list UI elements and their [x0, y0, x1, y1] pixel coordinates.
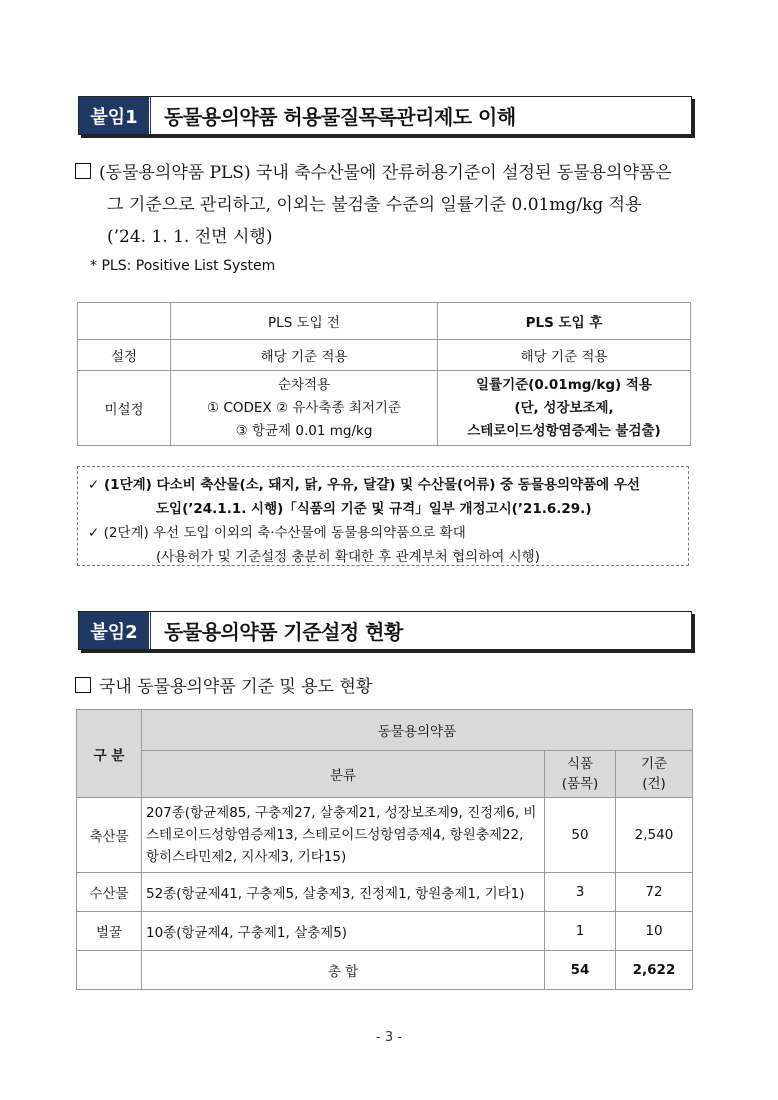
- h-food-line-1: 식품: [566, 756, 594, 772]
- table-total-row: [77, 951, 693, 990]
- section1-header: [78, 96, 692, 135]
- section2-badge: 붙임2: [79, 612, 152, 649]
- row-food: 3: [545, 873, 616, 912]
- bullet-line-1: (동물용의약품 PLS) 국내 축수산물에 잔류허용기준이 설정된 동물용의약품은: [99, 163, 672, 183]
- row-food: 1: [545, 912, 616, 951]
- row-class-line-3: 항히스타민제2, 지사제3, 기타15): [146, 849, 347, 865]
- phase2-line-1: (2단계) 우선 도입 이외의 축·수산물에 동물용의약품으로 확대: [103, 525, 466, 541]
- h-food: [545, 751, 616, 798]
- table-corner: [78, 303, 171, 340]
- checkbox-square-icon: [75, 677, 91, 693]
- row-set-before: 해당 기준 적용: [171, 340, 438, 371]
- page-number: - 3 -: [376, 1030, 402, 1045]
- pls-comparison-table: [77, 302, 691, 446]
- row-set-label: 설정: [78, 340, 171, 371]
- h-std-line-1: 기준: [640, 756, 668, 772]
- h-category: 구 분: [77, 710, 142, 798]
- h-std: [616, 751, 693, 798]
- total-empty: [77, 951, 142, 990]
- phase-notes-box: [77, 466, 689, 566]
- row-std: 2,540: [616, 798, 693, 873]
- section2-bullet: [75, 671, 715, 703]
- total-std: 2,622: [616, 951, 693, 990]
- row-label: 수산물: [77, 873, 142, 912]
- row-class: [142, 798, 545, 873]
- check-icon: ✓: [88, 477, 100, 493]
- h-std-line-2: (건): [642, 776, 666, 792]
- table-row: [77, 912, 693, 951]
- h-group: 동물용의약품: [142, 710, 693, 751]
- table-row: [77, 873, 693, 912]
- row-set-after: 해당 기준 적용: [438, 340, 691, 371]
- unset-before-line-1: 순차적용: [277, 376, 331, 393]
- row-unset-before: [171, 371, 438, 446]
- row-unset-after: [438, 371, 691, 446]
- bullet-line-3: (’24. 1. 1. 전면 시행): [107, 227, 273, 247]
- total-label: 총 합: [142, 951, 545, 990]
- check-icon: ✓: [88, 525, 100, 541]
- unset-after-line-1: 일률기준(0.01mg/kg) 적용: [476, 376, 652, 393]
- pls-footnote: * PLS: Positive List System: [90, 258, 276, 274]
- table-row: [77, 798, 693, 873]
- checkbox-square-icon: [75, 163, 91, 179]
- row-class: 10종(항균제4, 구충제1, 살충제5): [142, 912, 545, 951]
- h-food-line-2: (품목): [561, 776, 599, 792]
- col-before: PLS 도입 전: [171, 303, 438, 340]
- section2-title: 동물용의약품 기준설정 현황: [164, 620, 403, 644]
- phase1-line-1: (1단계) 다소비 축산물(소, 돼지, 닭, 우유, 달걀) 및 수산물(어류) 중 동물용의약품에 우선: [104, 477, 640, 493]
- phase1-line-2: 도입(’24.1.1. 시행)「식품의 기준 및 규격」일부 개정고시(’21.6.29.): [156, 501, 592, 517]
- section1-badge: 붙임1: [79, 97, 152, 134]
- row-std: 10: [616, 912, 693, 951]
- row-class-line-1: 207종(항균제85, 구충제27, 살충제21, 성장보조제9, 진정제6, 비: [146, 805, 537, 821]
- section2-bullet-text: 국내 동물용의약품 기준 및 용도 현황: [99, 677, 373, 697]
- unset-before-line-2: ① CODEX ② 유사축종 최저기준: [207, 399, 401, 416]
- unset-after-line-3: 스테로이드성항염증제는 불검출): [467, 422, 661, 439]
- unset-after-line-2: (단, 성장보조제,: [514, 399, 614, 416]
- h-class: 분류: [142, 751, 545, 798]
- row-class: 52종(항균제41, 구충제5, 살충제3, 진정제1, 항원충제1, 기타1): [142, 873, 545, 912]
- row-food: 50: [545, 798, 616, 873]
- total-food: 54: [545, 951, 616, 990]
- row-label: 축산물: [77, 798, 142, 873]
- section1-bullet: [75, 157, 715, 253]
- row-class-line-2: 스테로이드성항염증제13, 스테로이드성항염증제4, 항원충제22,: [146, 827, 524, 843]
- section2-header: [78, 611, 692, 650]
- bullet-line-2: 그 기준으로 관리하고, 이외는 불검출 수준의 일률기준 0.01mg/kg 적용: [107, 195, 642, 215]
- phase2-line-2: (사용허가 및 기준설정 충분히 확대한 후 관계부처 협의하여 시행): [156, 549, 540, 565]
- section1-title: 동물용의약품 허용물질목록관리제도 이해: [164, 105, 516, 129]
- row-unset-label: 미설정: [78, 371, 171, 446]
- col-after: PLS 도입 후: [438, 303, 691, 340]
- drug-standard-table: [76, 709, 693, 990]
- row-std: 72: [616, 873, 693, 912]
- row-label: 벌꿀: [77, 912, 142, 951]
- unset-before-line-3: ③ 항균제 0.01 mg/kg: [235, 422, 373, 439]
